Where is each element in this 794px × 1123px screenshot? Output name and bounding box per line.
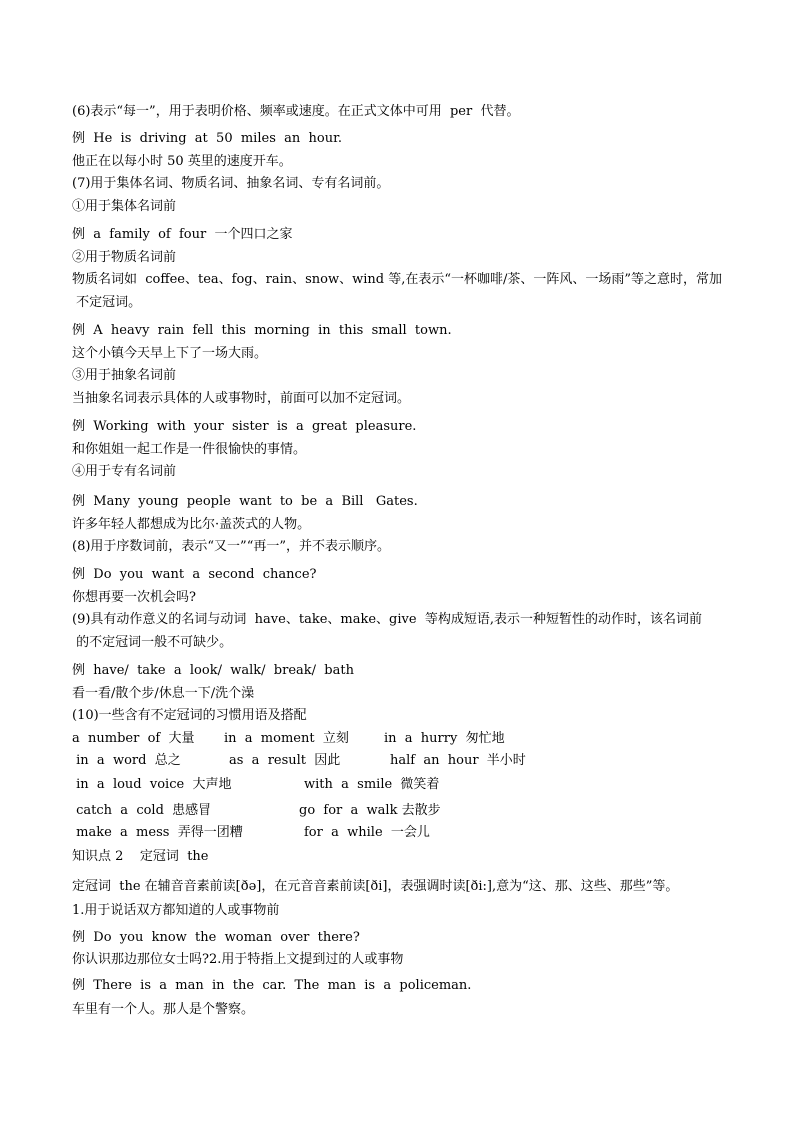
text-line: 物质名词如 coffee、tea、fog、rain、snow、wind 等,在表示“一杯咖啡/茶、一阵风、一场雨”等之意时，常加 xyxy=(72,272,723,287)
example-line: 例 Many young people want to be a Bill Gates. xyxy=(72,494,418,509)
phrase-item: make a mess 弄得一团糟 xyxy=(72,825,243,840)
text-line: 的不定冠词一般不可缺少。 xyxy=(72,635,233,650)
text-line: 看一看/散个步/休息一下/洗个澡 xyxy=(72,686,255,701)
text-line: 不定冠词。 xyxy=(72,295,142,310)
text-line: 你认识那边那位女士吗?2.用于特指上文提到过的人或事物 xyxy=(72,952,404,967)
text-line: 车里有一个人。那人是个警察。 xyxy=(72,1002,255,1017)
phrase-item: go for a walk 去散步 xyxy=(299,803,441,818)
example-line: 例 have/ take a look/ walk/ break/ bath xyxy=(72,663,354,678)
subheading: ④用于专有名词前 xyxy=(72,464,177,479)
text-line: (10)一些含有不定冠词的习惯用语及搭配 xyxy=(72,708,307,723)
section-heading: 知识点 2 定冠词 the xyxy=(72,849,209,864)
text-line: (7)用于集体名词、物质名词、抽象名词、专有名词前。 xyxy=(72,176,390,191)
example-line: 例 a family of four 一个四口之家 xyxy=(72,227,293,242)
phrase-item: catch a cold 患感冒 xyxy=(72,803,212,818)
text-line: 当抽象名词表示具体的人或事物时，前面可以加不定冠词。 xyxy=(72,391,411,406)
subheading: ①用于集体名词前 xyxy=(72,199,177,214)
text-line: (8)用于序数词前，表示“又一”“再一”，并不表示顺序。 xyxy=(72,539,390,554)
text-line: 许多年轻人都想成为比尔·盖茨式的人物。 xyxy=(72,517,311,532)
text-line: 和你姐姐一起工作是一件很愉快的事情。 xyxy=(72,442,307,457)
phrase-item: with a smile 微笑着 xyxy=(304,777,440,792)
example-line: 例 Working with your sister is a great pleasure. xyxy=(72,419,417,434)
phrase-item: in a hurry 匆忙地 xyxy=(384,731,505,746)
example-line: 例 There is a man in the car. The man is a policeman. xyxy=(72,978,472,993)
text-line: 1.用于说话双方都知道的人或事物前 xyxy=(72,903,280,918)
phrase-item: in a loud voice 大声地 xyxy=(72,777,232,792)
subheading: ③用于抽象名词前 xyxy=(72,368,177,383)
phrase-item: in a word 总之 xyxy=(72,753,181,768)
phrase-item: as a result 因此 xyxy=(229,753,341,768)
example-line: 例 Do you know the woman over there? xyxy=(72,930,360,945)
text-line: (9)具有动作意义的名词与动词 have、take、make、give 等构成短语,表示一种短暂性的动作时，该名词前 xyxy=(72,612,702,627)
text-line: 他正在以每小时 50 英里的速度开车。 xyxy=(72,154,292,169)
text-line: (6)表示“每一”，用于表明价格、频率或速度。在正式文体中可用 per 代替。 xyxy=(72,104,520,119)
phrase-item: half an hour 半小时 xyxy=(390,753,526,768)
text-line: 定冠词 the 在辅音音素前读[ðə]，在元音音素前读[ði]，表强调时读[ði:],意为“这、那、这些、那些”等。 xyxy=(72,879,679,894)
example-line: 例 A heavy rain fell this morning in this small town. xyxy=(72,323,452,338)
subheading: ②用于物质名词前 xyxy=(72,250,177,265)
text-line: 你想再要一次机会吗? xyxy=(72,590,196,605)
text-line: 这个小镇今天早上下了一场大雨。 xyxy=(72,346,268,361)
phrase-item: a number of 大量 xyxy=(72,731,195,746)
phrase-item: in a moment 立刻 xyxy=(224,731,349,746)
example-line: 例 He is driving at 50 miles an hour. xyxy=(72,131,343,146)
example-line: 例 Do you want a second chance? xyxy=(72,567,317,582)
phrase-item: for a while 一会儿 xyxy=(304,825,430,840)
